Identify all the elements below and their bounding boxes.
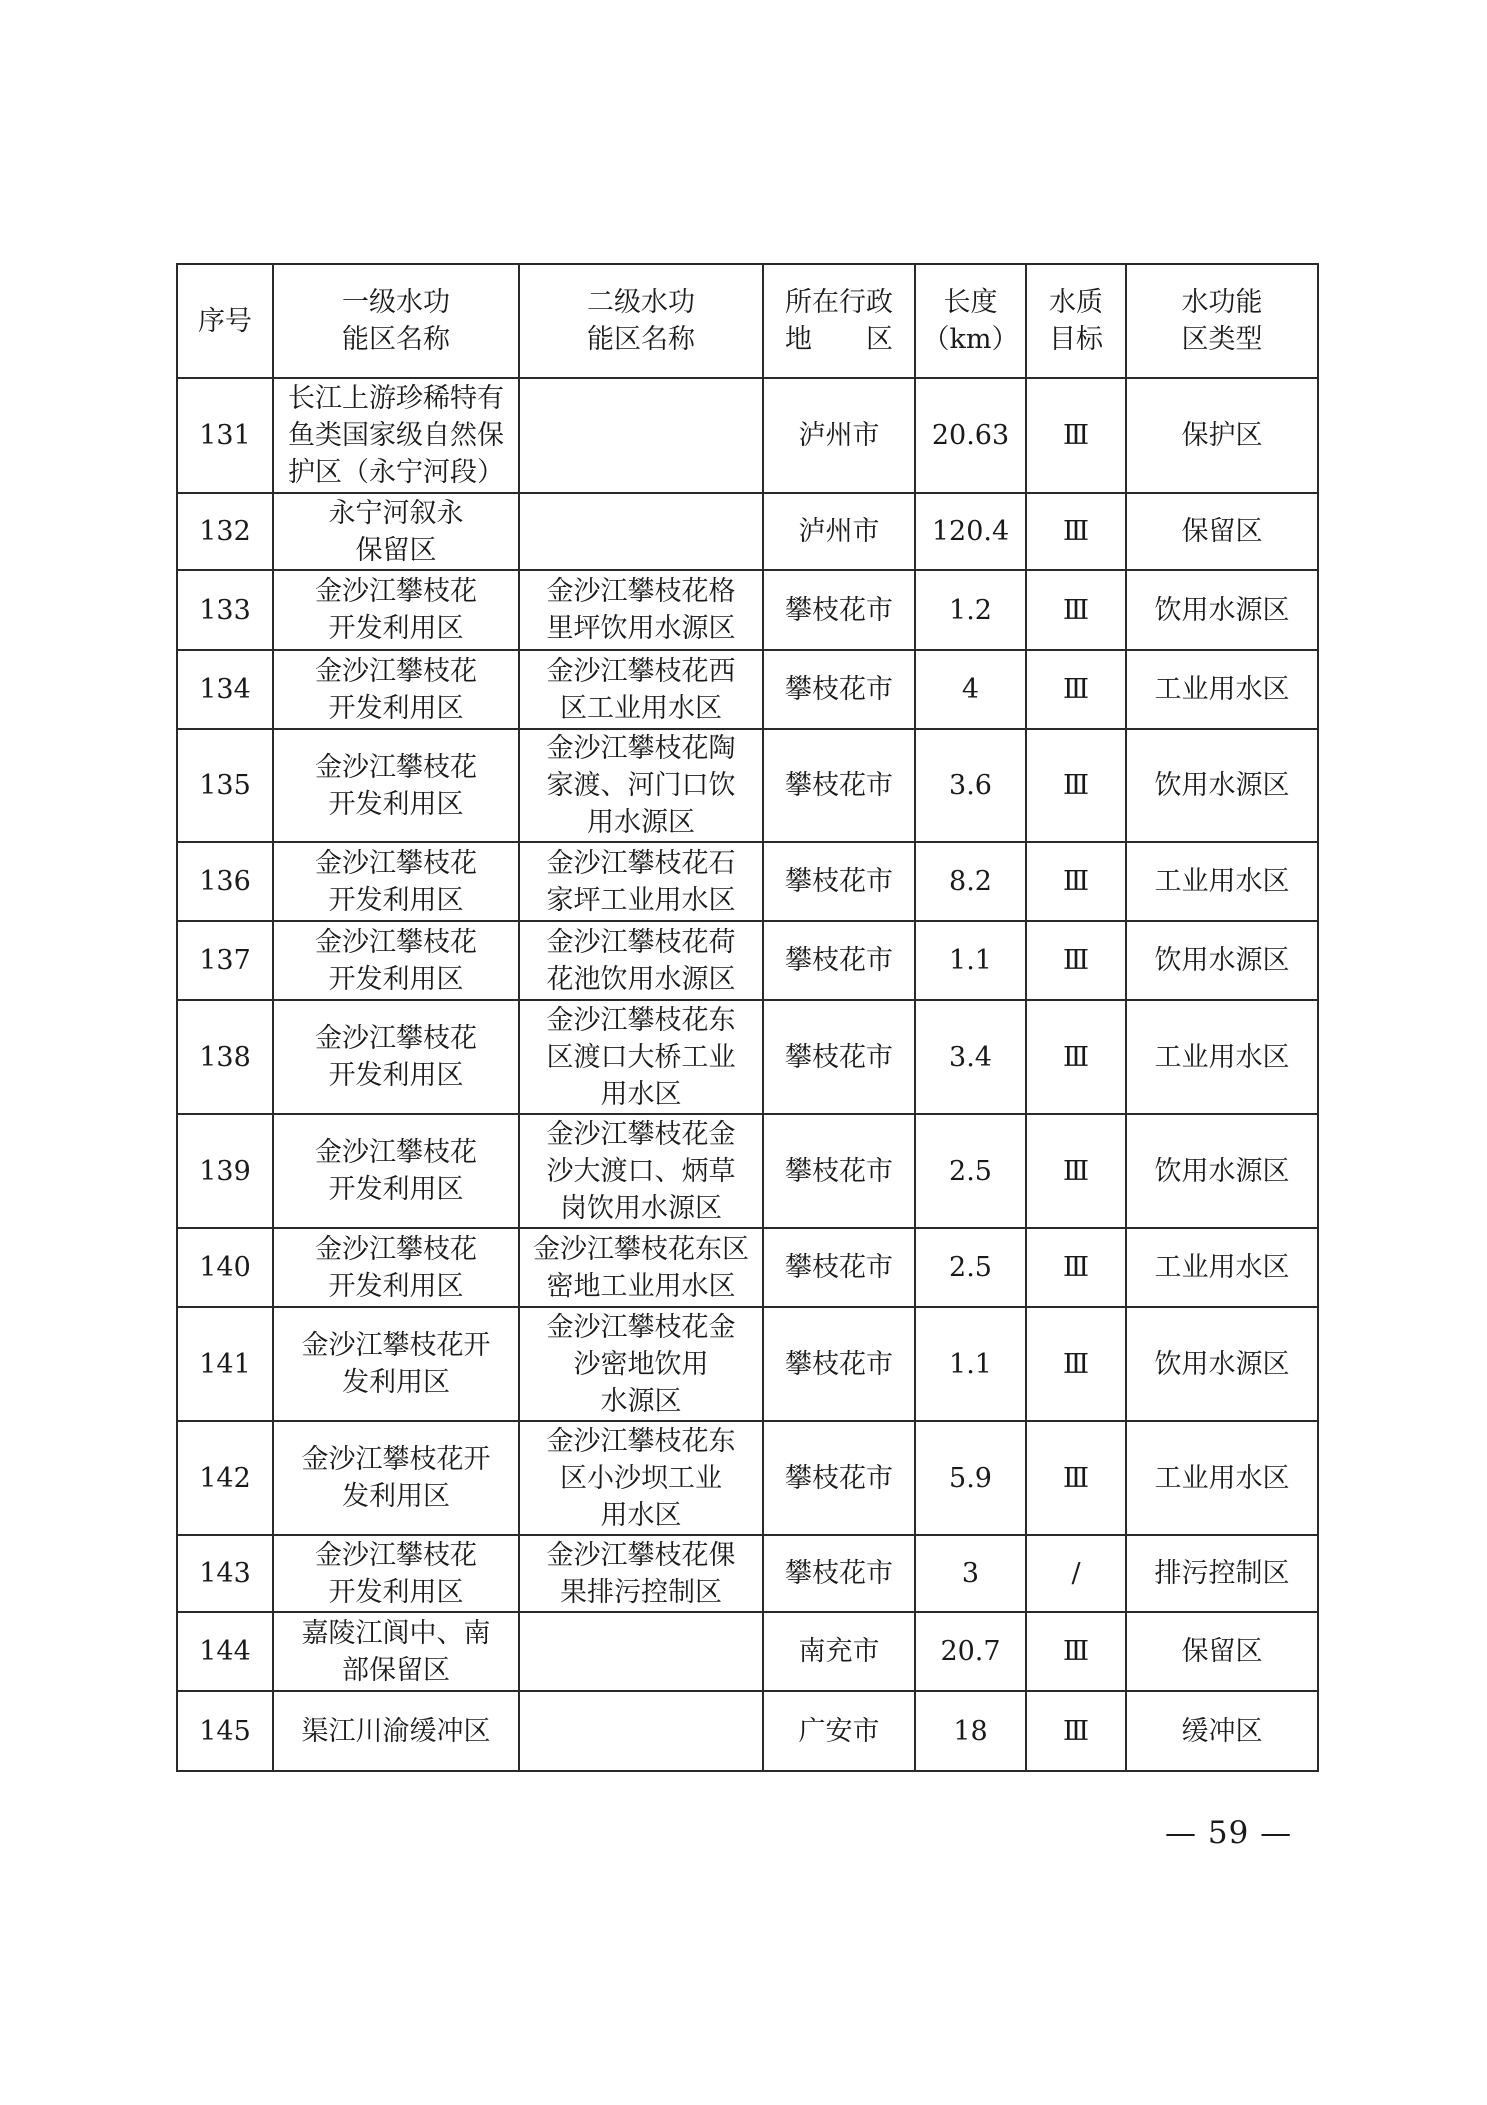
zone-type-cell: 工业用水区 [1126,1000,1318,1114]
page-number: — 59 — [1165,1815,1293,1851]
zone-type-cell: 工业用水区 [1126,1421,1318,1535]
serial-cell: 131 [177,378,273,493]
serial-cell: 140 [177,1228,273,1307]
serial-cell: 134 [177,650,273,729]
primary-zone-cell: 金沙江攀枝花 开发利用区 [273,842,519,921]
primary-zone-cell: 金沙江攀枝花 开发利用区 [273,729,519,842]
water-quality-cell: Ⅲ [1026,1228,1126,1307]
serial-cell: 139 [177,1114,273,1228]
table-row [177,650,1318,729]
zone-type-cell: 保留区 [1126,493,1318,570]
length-cell: 2.5 [915,1114,1026,1228]
primary-zone-cell: 金沙江攀枝花 开发利用区 [273,650,519,729]
table-row [177,1307,1318,1421]
table-row [177,1000,1318,1114]
primary-zone-cell: 金沙江攀枝花 开发利用区 [273,1228,519,1307]
water-quality-cell: Ⅲ [1026,1691,1126,1771]
region-cell: 攀枝花市 [763,729,915,842]
zone-type-cell: 缓冲区 [1126,1691,1318,1771]
serial-cell: 143 [177,1535,273,1612]
serial-cell: 141 [177,1307,273,1421]
secondary-zone-cell: 金沙江攀枝花石 家坪工业用水区 [519,842,763,921]
table-row [177,729,1318,842]
primary-zone-cell: 金沙江攀枝花开 发利用区 [273,1421,519,1535]
secondary-zone-cell: 金沙江攀枝花陶 家渡、河门口饮 用水源区 [519,729,763,842]
serial-cell: 144 [177,1612,273,1691]
length-cell: 20.7 [915,1612,1026,1691]
table-row [177,1691,1318,1771]
water-quality-cell: Ⅲ [1026,378,1126,493]
length-cell: 3.6 [915,729,1026,842]
header-water-quality: 水质 目标 [1026,264,1126,378]
primary-zone-cell: 金沙江攀枝花 开发利用区 [273,1000,519,1114]
water-quality-cell: Ⅲ [1026,921,1126,1000]
length-cell: 1.1 [915,1307,1026,1421]
serial-cell: 136 [177,842,273,921]
primary-zone-cell: 金沙江攀枝花 开发利用区 [273,921,519,1000]
region-cell: 攀枝花市 [763,1421,915,1535]
header-serial: 序号 [177,264,273,378]
water-quality-cell: Ⅲ [1026,650,1126,729]
region-cell: 泸州市 [763,493,915,570]
region-cell: 攀枝花市 [763,1000,915,1114]
secondary-zone-cell: 金沙江攀枝花东区 密地工业用水区 [519,1228,763,1307]
serial-cell: 138 [177,1000,273,1114]
primary-zone-cell: 金沙江攀枝花 开发利用区 [273,1535,519,1612]
primary-zone-cell: 金沙江攀枝花 开发利用区 [273,570,519,650]
table-row [177,1535,1318,1612]
table-row [177,570,1318,650]
water-quality-cell: Ⅲ [1026,570,1126,650]
serial-cell: 133 [177,570,273,650]
water-quality-cell: Ⅲ [1026,1612,1126,1691]
primary-zone-cell: 嘉陵江阆中、南 部保留区 [273,1612,519,1691]
header-row [177,264,1318,378]
secondary-zone-cell: 金沙江攀枝花东 区小沙坝工业 用水区 [519,1421,763,1535]
serial-cell: 132 [177,493,273,570]
table-row [177,921,1318,1000]
zone-type-cell: 排污控制区 [1126,1535,1318,1612]
region-cell: 攀枝花市 [763,1114,915,1228]
header-region: 所在行政 地 区 [763,264,915,378]
length-cell: 5.9 [915,1421,1026,1535]
table-row [177,1421,1318,1535]
length-cell: 4 [915,650,1026,729]
primary-zone-cell: 金沙江攀枝花开 发利用区 [273,1307,519,1421]
zone-type-cell: 饮用水源区 [1126,1114,1318,1228]
water-quality-cell: Ⅲ [1026,842,1126,921]
region-cell: 广安市 [763,1691,915,1771]
secondary-zone-cell: 金沙江攀枝花荷 花池饮用水源区 [519,921,763,1000]
serial-cell: 135 [177,729,273,842]
secondary-zone-cell: 金沙江攀枝花东 区渡口大桥工业 用水区 [519,1000,763,1114]
table-row [177,842,1318,921]
secondary-zone-cell: 金沙江攀枝花金 沙大渡口、炳草 岗饮用水源区 [519,1114,763,1228]
table-row [177,493,1318,570]
water-quality-cell: Ⅲ [1026,1000,1126,1114]
water-quality-cell: Ⅲ [1026,1421,1126,1535]
primary-zone-cell: 长江上游珍稀特有 鱼类国家级自然保 护区（永宁河段） [273,378,519,493]
length-cell: 8.2 [915,842,1026,921]
water-quality-cell: / [1026,1535,1126,1612]
secondary-zone-cell: 金沙江攀枝花金 沙密地饮用 水源区 [519,1307,763,1421]
length-cell: 120.4 [915,493,1026,570]
region-cell: 攀枝花市 [763,650,915,729]
length-cell: 1.2 [915,570,1026,650]
water-quality-cell: Ⅲ [1026,1307,1126,1421]
primary-zone-cell: 永宁河叙永 保留区 [273,493,519,570]
region-cell: 攀枝花市 [763,570,915,650]
secondary-zone-cell [519,1691,763,1771]
secondary-zone-cell [519,1612,763,1691]
zone-type-cell: 保护区 [1126,378,1318,493]
secondary-zone-cell [519,378,763,493]
table-row [177,1228,1318,1307]
length-cell: 3 [915,1535,1026,1612]
region-cell: 南充市 [763,1612,915,1691]
table-row [177,1114,1318,1228]
header-zone-type: 水功能 区类型 [1126,264,1318,378]
secondary-zone-cell: 金沙江攀枝花倮 果排污控制区 [519,1535,763,1612]
length-cell: 18 [915,1691,1026,1771]
serial-cell: 137 [177,921,273,1000]
region-cell: 攀枝花市 [763,1228,915,1307]
serial-cell: 145 [177,1691,273,1771]
secondary-zone-cell: 金沙江攀枝花格 里坪饮用水源区 [519,570,763,650]
water-function-zone-table [176,263,1319,1772]
zone-type-cell: 工业用水区 [1126,1228,1318,1307]
table-body [177,378,1318,1771]
header-primary-zone: 一级水功 能区名称 [273,264,519,378]
zone-type-cell: 饮用水源区 [1126,729,1318,842]
secondary-zone-cell [519,493,763,570]
region-cell: 攀枝花市 [763,1535,915,1612]
water-quality-cell: Ⅲ [1026,1114,1126,1228]
zone-type-cell: 饮用水源区 [1126,570,1318,650]
zone-type-cell: 饮用水源区 [1126,1307,1318,1421]
region-cell: 泸州市 [763,378,915,493]
zone-type-cell: 保留区 [1126,1612,1318,1691]
header-length: 长度 （km） [915,264,1026,378]
length-cell: 2.5 [915,1228,1026,1307]
length-cell: 3.4 [915,1000,1026,1114]
zone-type-cell: 饮用水源区 [1126,921,1318,1000]
primary-zone-cell: 渠江川渝缓冲区 [273,1691,519,1771]
region-cell: 攀枝花市 [763,1307,915,1421]
table-row [177,378,1318,493]
header-secondary-zone: 二级水功 能区名称 [519,264,763,378]
serial-cell: 142 [177,1421,273,1535]
length-cell: 1.1 [915,921,1026,1000]
region-cell: 攀枝花市 [763,921,915,1000]
secondary-zone-cell: 金沙江攀枝花西 区工业用水区 [519,650,763,729]
region-cell: 攀枝花市 [763,842,915,921]
zone-type-cell: 工业用水区 [1126,842,1318,921]
zone-type-cell: 工业用水区 [1126,650,1318,729]
water-quality-cell: Ⅲ [1026,493,1126,570]
primary-zone-cell: 金沙江攀枝花 开发利用区 [273,1114,519,1228]
length-cell: 20.63 [915,378,1026,493]
table-header [177,264,1318,378]
water-quality-cell: Ⅲ [1026,729,1126,842]
table-row [177,1612,1318,1691]
